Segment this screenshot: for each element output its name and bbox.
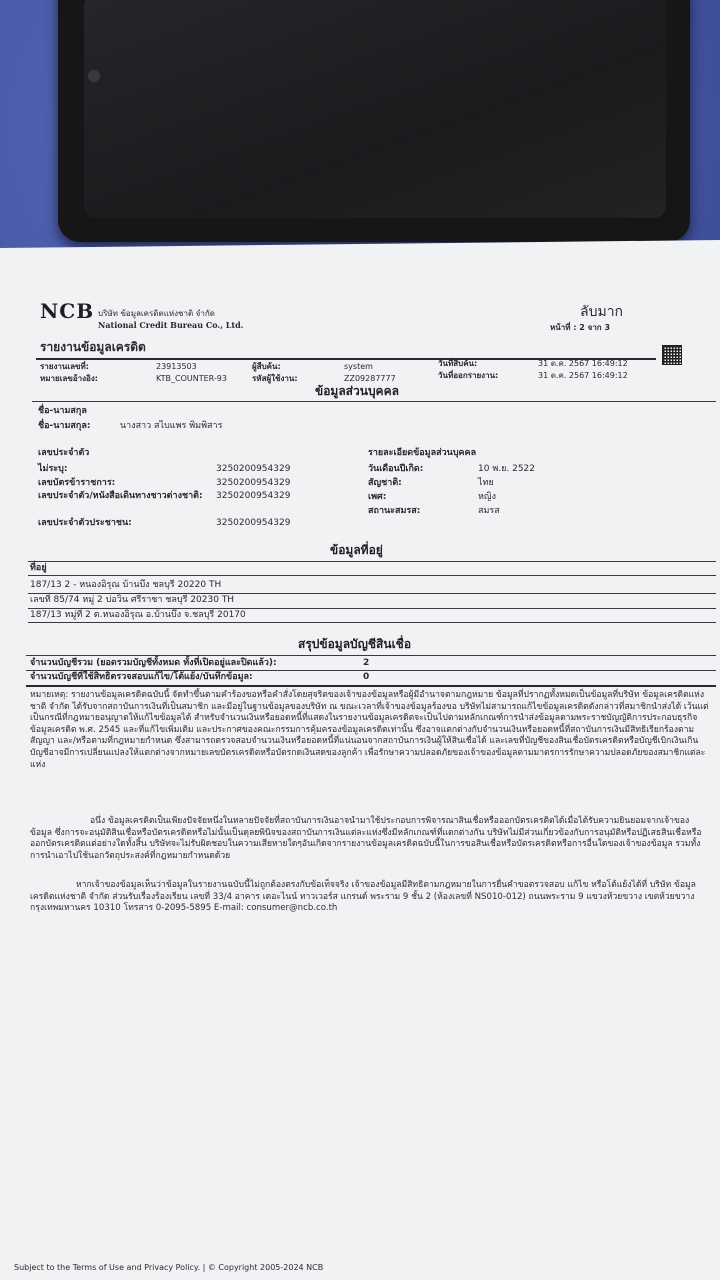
section-divider xyxy=(26,655,716,656)
disclaimer-paragraph: อนึ่ง ข้อมูลเครดิตเป็นเพียงปัจจัยหนึ่งในหลายปัจจัยที่สถาบันการเงินอาจนำมาใช้ประกอบการพิจารณาสินเชื่อหรือออกบัตรเครดิตได้เมื่อได้รับความยินยอมจากเจ้าของข้อมูล ซึ่งการจะอนุมัติสินเชื่อหรือบัตรเครดิตหรือไม่นั้นเป็นดุลยพินิจของสถาบันการเงินแต่ละแห่งซึ่งมีหลักเกณฑ์ที่แตกต่างกัน บริษัทไม่มีส่วนเกี่ยวข้องกับการอนุมัติหรือปฏิเสธสินเชื่อหรือออกบัตรเครดิตแต่อย่างใดทั้งสิ้น บริษัทจะไม่รับผิดชอบในความเสียหายใดๆอันเกิดจากรายงานข้อมูลเครดิตฉบับนี้ในการขอสินเชื่อหรือบัตรเครดิตหรือการอื่นใดของเจ้าของข้อมูล รวมทั้ง การนำเอาไปใช้นอกวัตถุประสงค์ที่กฎหมายกำหนดด้วย xyxy=(30,816,702,861)
account-dispute-label: จำนวนบัญชีที่ใช้สิทธิตรวจสอบแก้ไข/โต้แย้ง/บันทึกข้อมูล: xyxy=(30,672,253,682)
id-label: เลขประจำตัวประชาชน: xyxy=(38,518,132,528)
address-header: ที่อยู่ xyxy=(30,563,47,573)
address-divider xyxy=(28,608,716,609)
address-divider xyxy=(28,593,716,594)
name-value: นางสาว สไบแพร พิมพิสาร xyxy=(120,421,223,431)
smartphone xyxy=(58,0,690,242)
section-divider xyxy=(28,561,716,562)
accounts-section-title: สรุปข้อมูลบัญชีสินเชื่อ xyxy=(298,637,412,651)
report-title: รายงานข้อมูลเครดิต xyxy=(40,340,146,354)
personal-section-title: ข้อมูลส่วนบุคคล xyxy=(315,384,399,398)
address-header-divider xyxy=(28,575,716,576)
confidential-label: ลับมาก xyxy=(580,304,624,320)
account-row-divider xyxy=(26,670,716,671)
id-value: 3250200954329 xyxy=(216,518,291,528)
detail-value: สมรส xyxy=(478,506,500,516)
camera-icon xyxy=(88,70,100,82)
company-name-en: National Credit Bureau Co., Ltd. xyxy=(98,320,244,330)
id-value: 3250200954329 xyxy=(216,464,291,474)
detail-label: เพศ: xyxy=(368,492,387,502)
dispute-contact-paragraph: หากเจ้าของข้อมูลเห็นว่าข้อมูลในรายงานฉบับนี้ไม่ถูกต้องตรงกับข้อเท็จจริง เจ้าของข้อมูลมีสิทธิตามกฎหมายในการยื่นคำขอตรวจสอบ แก้ไข หรือโต้แย้งได้ที่ บริษัท ข้อมูลเครดิตแห่งชาติ จำกัด ส่วนรับเรื่องร้องเรียน เลขที่ 33/4 อาคาร เดอะไนน์ ทาวเวอร์ส แกรนด์ พระราม 9 ชั้น 2 (ห้องเลขที่ NS010-012) ถนนพระราม 9 แขวงห้วยขวาง เขตห้วยขวาง กรุงเทพมหานคร 10310 โทรสาร 0-2095-5895 E-mail: consumer@ncb.co.th xyxy=(30,880,696,914)
footer-terms: Subject to the Terms of Use and Privacy Policy. | © Copyright 2005-2024 NCB xyxy=(14,1263,324,1272)
account-total-value: 2 xyxy=(363,658,370,668)
id-value: 3250200954329 xyxy=(216,491,291,501)
page-info: หน้าที่ : 2 จาก 3 xyxy=(550,323,611,332)
company-name-th: บริษัท ข้อมูลเครดิตแห่งชาติ จำกัด xyxy=(98,309,215,318)
detail-value: หญิง xyxy=(478,492,496,502)
name-header: ชื่อ-นามสกุล xyxy=(38,406,87,416)
address-section-title: ข้อมูลที่อยู่ xyxy=(330,543,383,557)
qr-code-icon xyxy=(662,345,682,365)
address-line: 187/13 2 - หนองอิรุณ บ้านบึง ชลบุรี 20220 TH xyxy=(30,580,222,590)
ncb-logo: NCB xyxy=(40,299,95,323)
account-dispute-value: 0 xyxy=(363,672,370,682)
detail-value: 10 พ.ย. 2522 xyxy=(478,464,536,474)
name-label: ชื่อ-นามสกุล: xyxy=(38,421,91,431)
id-label: ไม่ระบุ: xyxy=(38,464,68,474)
phone-screen xyxy=(84,0,666,218)
detail-value: ไทย xyxy=(478,478,494,488)
detail-label: วันเดือนปีเกิด: xyxy=(368,464,424,474)
id-header: เลขประจำตัว xyxy=(38,448,90,458)
id-value: 3250200954329 xyxy=(216,478,291,488)
disclaimer-paragraph: หมายเหตุ: รายงานข้อมูลเครดิตฉบับนี้ จัดทำขึ้นตามคำร้องขอหรือคำสั่งโดยสุจริตของเจ้าของข้อมูลหรือผู้มีอำนาจตามกฎหมาย ข้อมูลที่ปรากฏทั้งหมดเป็นข้อมูลที่บริษัท ข้อมูลเครดิตแห่งชาติ จำกัด ได้รับจากสถาบันการเงินที่เป็นสมาชิก และมีอยู่ในฐานข้อมูลของบริษัท ณ ขณะเวลาที่เจ้าของข้อมูลร้องขอ บริษัทไม่สามารถแก้ไขข้อมูลเครดิตดังกล่าวที่สมาชิกนำส่งได้ เว้นแต่เป็นกรณีที่กฎหมายอนุญาตให้แก้ไขข้อมูลได้ สำหรับจำนวนเงินหรือยอดหนี้ที่แสดงในรายงานข้อมูลเครดิตจะเป็นไปตามหลักเกณฑ์การนำส่งข้อมูลตามพระราชบัญญัติการประกอบธุรกิจข้อมูลเครดิต พ.ศ. 2545 และที่แก้ไขเพิ่มเติม และประกาศของคณะกรรมการคุ้มครองข้อมูลเครดิตเท่านั้น ซึ่งอาจแตกต่างกับจำนวนเงินหรือยอดหนี้ที่สถาบันการเงินมีสิทธิเรียกร้องตามสัญญา และ/หรือตามที่กฎหมายกำหนด ซึ่งสามารถตรวจสอบจำนวนเงินหรือยอดหนี้ที่แน่นอนจากสถาบันการเงินผู้ให้สินเชื่อได้ และเลขที่บัญชีของสินเชื่อบัตรเครดิตหรือบัญชีเบิกเงินเกินบัญชีอาจมีการเปลี่ยนแปลงให้แตกต่างจากหมายเลขบัตรเครดิตหรือบัตรกดเงินสดของลูกค้า เพื่อรักษาความปลอดภัยของเจ้าของข้อมูลตามมาตรการรักษาความปลอดภัยของสมาชิกแต่ละแห่ง xyxy=(30,690,709,770)
address-line: เลขที่ 85/74 หมู่ 2 บ่อวิน ศรีราชา ชลบุรี 20230 TH xyxy=(30,595,235,605)
detail-label: สัญชาติ: xyxy=(368,478,402,488)
address-divider xyxy=(28,622,716,623)
account-total-label: จำนวนบัญชีรวม (ยอดรวมบัญชีทั้งหมด ทั้งที่เปิดอยู่และปิดแล้ว): xyxy=(30,658,277,668)
id-label: เลขบัตรข้าราชการ: xyxy=(38,478,116,488)
section-divider xyxy=(32,401,716,402)
account-bottom-divider xyxy=(26,685,716,687)
address-line: 187/13 หมู่ที่ 2 ต.หนองอิรุณ อ.บ้านบึง จ.ชลบุรี 20170 xyxy=(30,610,246,620)
detail-label: สถานะสมรส: xyxy=(368,506,421,516)
id-label: เลขประจำตัว/หนังสือเดินทางชาวต่างชาติ: xyxy=(38,491,203,501)
detail-header: รายละเอียดข้อมูลส่วนบุคคล xyxy=(368,448,477,458)
